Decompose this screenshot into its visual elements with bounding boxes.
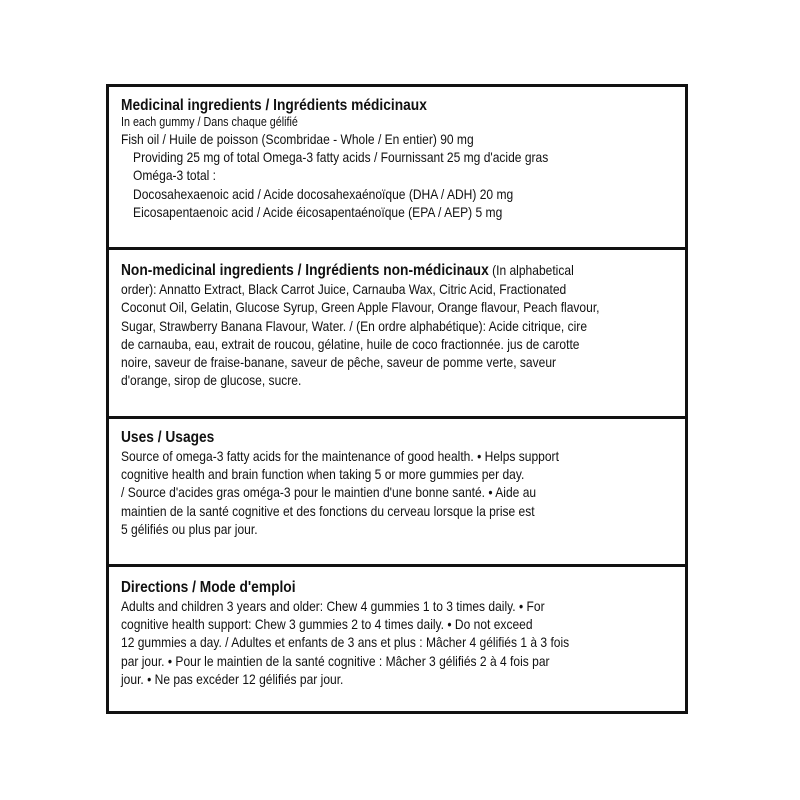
divider-2 (109, 416, 685, 419)
divider-3 (109, 564, 685, 567)
non-medicinal-section (109, 261, 685, 389)
non-medicinal-line: d'orange, sirop de glucose, sucre. (121, 372, 302, 389)
per-unit-text: In each gummy / Dans chaque gélifié (121, 115, 298, 129)
non-medicinal-line-0: (In alphabetical (488, 262, 574, 278)
medicinal-title: Medicinal ingredients / Ingrédients médicinaux (121, 97, 427, 114)
uses-section (109, 428, 685, 538)
ingredients-panel (106, 84, 688, 714)
uses-line: Source of omega-3 fatty acids for the maintenance of good health. • Helps support (121, 448, 559, 464)
providing-line-2: Oméga-3 total : (133, 167, 217, 184)
uses-line: maintien de la santé cognitive et des fonctions du cerveau lorsque la prise est (121, 502, 535, 519)
non-medicinal-line: noire, saveur de fraise-banane, saveur de pêche, saveur de pomme verte, saveur (121, 354, 557, 371)
non-medicinal-title: Non-medicinal ingredients / Ingrédients non-médicinaux (121, 262, 489, 279)
epa-line: Eicosapentaenoic acid / Acide éicosapentaénoïque (EPA / AEP) 5 mg (133, 203, 503, 220)
directions-line: 12 gummies a day. / Adultes et enfants de 3 ans et plus : Mâcher 4 gélifiés 1 à 3 fois (121, 634, 570, 651)
ingredient-line: Fish oil / Huile de poisson (Scombridae - Whole / En entier) 90 mg (121, 131, 474, 147)
directions-line: par jour. • Pour le maintien de la santé cognitive : Mâcher 3 gélifiés 2 à 4 fois par (121, 652, 550, 669)
non-medicinal-line: de carnauba, eau, extrait de roucou, gélatine, huile de coco fractionnée. jus de carotte (121, 335, 580, 352)
directions-line: jour. • Ne pas excéder 12 gélifiés par jour. (121, 670, 344, 687)
directions-title: Directions / Mode d'emploi (121, 579, 296, 596)
non-medicinal-line: Coconut Oil, Gelatin, Glucose Syrup, Green Apple Flavour, Orange flavour, Peach flavour, (121, 299, 600, 316)
dha-line: Docosahexaenoic acid / Acide docosahexaénoïque (DHA / ADH) 20 mg (133, 185, 514, 202)
directions-line: Adults and children 3 years and older: Chew 4 gummies 1 to 3 times daily. • For (121, 598, 545, 614)
uses-line: 5 gélifiés ou plus par jour. (121, 520, 258, 537)
non-medicinal-first-line (121, 261, 599, 280)
uses-title: Uses / Usages (121, 429, 215, 446)
uses-line: / Source d'acides gras oméga-3 pour le maintien d'une bonne santé. • Aide au (121, 484, 537, 501)
non-medicinal-line: Sugar, Strawberry Banana Flavour, Water. / (En ordre alphabétique): Acide citrique, cire (121, 317, 588, 334)
directions-section (109, 578, 685, 688)
non-medicinal-line: order): Annatto Extract, Black Carrot Juice, Carnauba Wax, Citric Acid, Fractionated (121, 281, 567, 298)
divider-1 (109, 247, 685, 250)
directions-line: cognitive health support: Chew 3 gummies 2 to 4 times daily. • Do not exceed (121, 616, 533, 633)
medicinal-section (109, 96, 685, 221)
uses-line: cognitive health and brain function when taking 5 or more gummies per day. (121, 466, 525, 483)
providing-line-1: Providing 25 mg of total Omega-3 fatty acids / Fournissant 25 mg d'acide gras (133, 149, 549, 166)
